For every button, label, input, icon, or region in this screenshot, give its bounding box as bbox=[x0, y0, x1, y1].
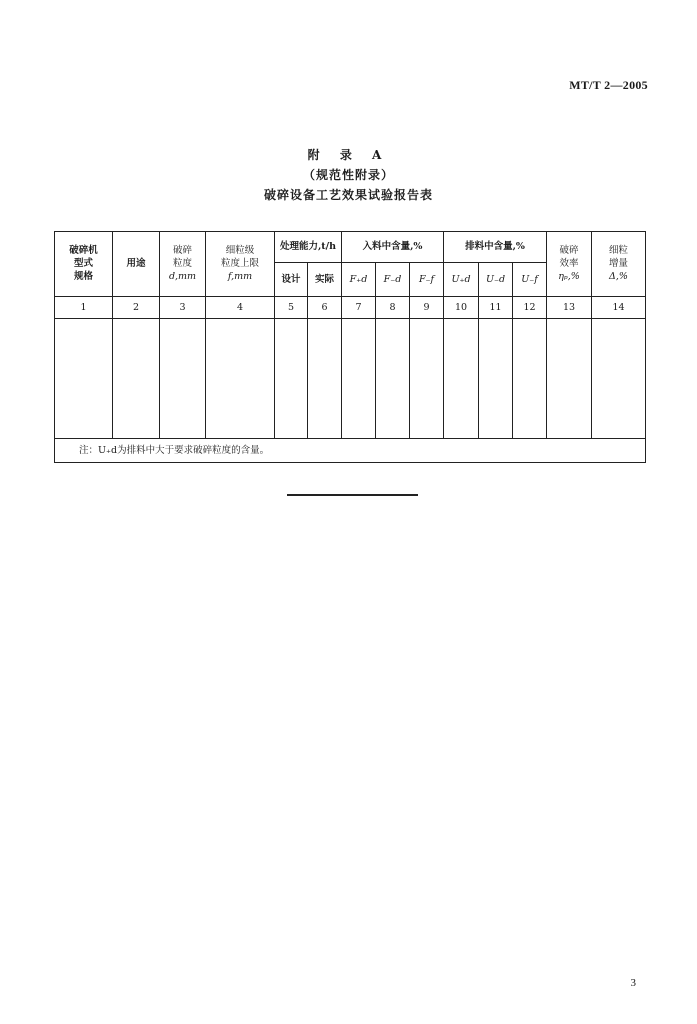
column-number: 1 bbox=[55, 296, 113, 318]
column-number: 3 bbox=[160, 296, 206, 318]
blank-cell bbox=[55, 318, 113, 439]
annex-type: （规范性附录） bbox=[302, 168, 394, 182]
table-note: 注：U₊d为排料中大于要求破碎粒度的含量。 bbox=[55, 439, 646, 463]
header-discharge-minus-f: U₋f bbox=[513, 262, 547, 296]
header-feed-minus-d: F₋d bbox=[376, 262, 410, 296]
page-number: 3 bbox=[630, 977, 636, 989]
column-number: 9 bbox=[410, 296, 444, 318]
blank-cell bbox=[592, 318, 646, 439]
blank-cell bbox=[308, 318, 342, 439]
blank-cell bbox=[547, 318, 592, 439]
crushing-report-table bbox=[54, 231, 646, 463]
column-number: 4 bbox=[206, 296, 275, 318]
column-number: 2 bbox=[113, 296, 160, 318]
column-number: 14 bbox=[592, 296, 646, 318]
header-discharge-content: 排料中含量,% bbox=[444, 232, 547, 263]
blank-cell bbox=[206, 318, 275, 439]
note-row bbox=[55, 439, 646, 463]
blank-cell bbox=[342, 318, 376, 439]
blank-cell bbox=[113, 318, 160, 439]
blank-cell bbox=[160, 318, 206, 439]
header-feed-plus-d: F₊d bbox=[342, 262, 376, 296]
header-fine-upper-limit: 细粒级 粒度上限 f,mm bbox=[206, 232, 275, 297]
standard-code: MT/T 2—2005 bbox=[569, 78, 648, 92]
header-crushing-efficiency: 破碎 效率 ηₚ,% bbox=[547, 232, 592, 297]
header-crush-size: 破碎 粒度 d,mm bbox=[160, 232, 206, 297]
header-capacity-actual: 实际 bbox=[308, 262, 342, 296]
header-feed-content: 入料中含量,% bbox=[342, 232, 444, 263]
header-capacity-design: 设计 bbox=[275, 262, 308, 296]
column-number: 13 bbox=[547, 296, 592, 318]
annex-label: 附 录 A bbox=[307, 148, 390, 162]
data-entry-row bbox=[55, 318, 646, 439]
header-capacity: 处理能力,t/h bbox=[275, 232, 342, 263]
column-number: 12 bbox=[513, 296, 547, 318]
column-number: 11 bbox=[479, 296, 513, 318]
blank-cell bbox=[275, 318, 308, 439]
end-rule bbox=[287, 494, 418, 496]
column-number-row bbox=[55, 296, 646, 318]
annex-title-block bbox=[0, 145, 697, 205]
header-usage: 用途 bbox=[113, 232, 160, 297]
header-crusher-model: 破碎机 型式 规格 bbox=[55, 232, 113, 297]
header-discharge-plus-d: U₊d bbox=[444, 262, 479, 296]
blank-cell bbox=[410, 318, 444, 439]
header-feed-minus-f: F₋f bbox=[410, 262, 444, 296]
column-number: 6 bbox=[308, 296, 342, 318]
blank-cell bbox=[444, 318, 479, 439]
header-fines-increment: 细粒 增量 Δ,% bbox=[592, 232, 646, 297]
header-row-1 bbox=[55, 232, 646, 263]
column-number: 5 bbox=[275, 296, 308, 318]
column-number: 7 bbox=[342, 296, 376, 318]
blank-cell bbox=[513, 318, 547, 439]
header-discharge-minus-d: U₋d bbox=[479, 262, 513, 296]
blank-cell bbox=[376, 318, 410, 439]
table-title: 破碎设备工艺效果试验报告表 bbox=[263, 188, 433, 202]
column-number: 10 bbox=[444, 296, 479, 318]
blank-cell bbox=[479, 318, 513, 439]
column-number: 8 bbox=[376, 296, 410, 318]
